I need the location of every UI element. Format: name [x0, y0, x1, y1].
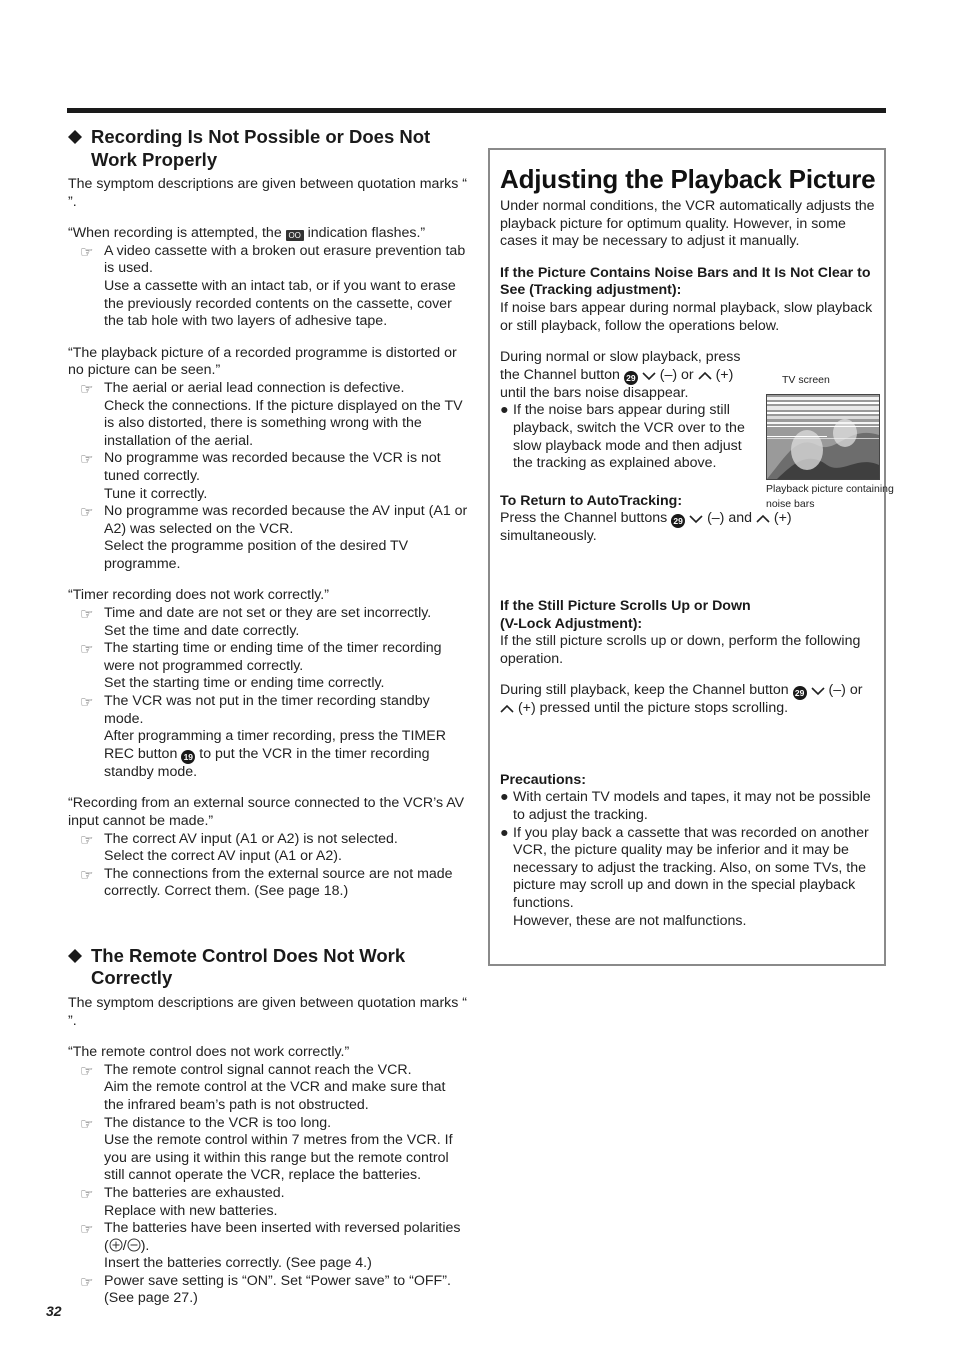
bullet-item: ● If you play back a cassette that was recorded on another VCR, the picture quality may be inferior and it may be necessary to adjust the tracking. Also, on some TVs, the picture may scroll up and down in the special playback functions. However, these are not malfunctions. [500, 824, 869, 929]
playback-adjust-box [488, 148, 894, 966]
vlock-text: If the still picture scrolls up or down, perform the following operation. [500, 633, 861, 667]
pointing-hand-icon: ☞ [80, 243, 94, 261]
cause-item: ☞ The connections from the external source are not made correctly. Correct them. (See page 18.) [80, 865, 453, 900]
cause-item: ☞ The correct AV input (A1 or A2) is not selected. Select the correct AV input (A1 or A2). [80, 830, 398, 865]
cassette-indicator-icon: OO [286, 230, 304, 241]
pointing-hand-icon: ☞ [80, 831, 94, 849]
return-heading: To Return to AutoTracking: [500, 492, 683, 509]
cause-item: ☞ The aerial or aerial lead connection is defective. Check the connections. If the picture displayed on the TV is also distorted, there is something wrong with the installation of the aerial. [80, 379, 463, 449]
cause-item: ☞ The remote control signal cannot reach the VCR. Aim the remote control at the VCR and make sure that the infrared beam’s path is not obstructed. [80, 1061, 446, 1113]
plus-polarity-icon [109, 1238, 123, 1252]
recording-intro: The symptom descriptions are given between quotation marks “ ”. [68, 176, 468, 210]
precautions-heading: Precautions: [500, 771, 586, 788]
chevron-down-icon [811, 686, 825, 696]
cause-item: ☞ Power save setting is “ON”. Set “Power save” to “OFF”. (See page 27.) [80, 1272, 451, 1307]
pointing-hand-icon: ☞ [80, 1062, 94, 1080]
pointing-hand-icon: ☞ [80, 1273, 94, 1291]
remote-intro: The symptom descriptions are given between quotation marks “ ”. [68, 994, 468, 1029]
minus-polarity-icon [127, 1238, 141, 1252]
tracking-procedure [500, 349, 750, 473]
chevron-down-icon [642, 371, 656, 381]
cause-item: ☞ A video cassette with a broken out erasure prevention tab is used. Use a cassette with an intact tab, or if you want to erase the previously recorded contents on the cassette, cover the tab hole with two layers of adhesive tape. [80, 242, 466, 330]
cause-item: ☞ The distance to the VCR is too long. Use the remote control within 7 metres from the VCR. If you are using it within this range but the remote control still cannot operate the VCR, replace the batteries. [80, 1114, 453, 1184]
page-title: Adjusting the Playback Picture [500, 164, 876, 194]
bullet-item: ● With certain TV models and tapes, it may not be possible to adjust the tracking. [500, 789, 871, 824]
tv-screen-caption: Playback picture containing noise bars [766, 483, 894, 510]
noise-bars-picture-icon [767, 395, 879, 479]
page-number: 32 [46, 1303, 62, 1319]
diamond-bullet-icon [68, 949, 82, 963]
cause-item: ☞ No programme was recorded because the AV input (A1 or A2) was selected on the VCR. Select the programme position of the desired TV programme. [80, 503, 468, 572]
chevron-down-icon [689, 514, 703, 524]
cause-item: ☞ Time and date are not set or they are set incorrectly. Set the time and date correctly. [80, 605, 432, 639]
tracking-text: If noise bars appear during normal playback, slow playback or still playback, follow the operations below. [500, 299, 873, 334]
pointing-hand-icon: ☞ [80, 606, 94, 624]
bullet-dot-icon: ● [500, 789, 509, 806]
diamond-bullet-icon [68, 130, 82, 144]
return-text: Press the Channel buttons 29 (–) and (+) simultaneously. [500, 510, 792, 545]
top-rule [67, 108, 886, 113]
bullet-item: ● If the noise bars appear during still playback, switch the VCR over to the slow playback mode and then adjust the tracking as explained above. [500, 402, 745, 472]
pointing-hand-icon: ☞ [80, 694, 94, 712]
pointing-hand-icon: ☞ [80, 1115, 94, 1133]
recording-heading-text: Recording Is Not Possible or Does Not Work Properly [91, 126, 431, 170]
symptom-distorted-picture: “The playback picture of a recorded programme is distorted or no picture can be seen.” [68, 344, 457, 379]
cause-item: ☞ No programme was recorded because the VCR is not tuned correctly. Tune it correctly. [80, 450, 441, 502]
section-heading-remote [68, 945, 468, 990]
bullet-dot-icon: ● [500, 402, 509, 419]
channel-button-number-icon: 29 [793, 686, 807, 700]
tv-screen-label: TV screen [782, 374, 830, 386]
tracking-step: During normal or slow playback, press the Channel button 29 (–) or (+) until the bars noise disappear. [500, 349, 741, 401]
channel-button-number-icon: 29 [624, 371, 638, 385]
cause-item: ☞ The starting time or ending time of the timer recording were not programmed correctly. Set the starting time or ending time correctly. [80, 640, 442, 692]
section-heading-recording [68, 126, 468, 171]
symptom-recording-flashes: “When recording is attempted, the OO indication flashes.” [68, 225, 426, 242]
symptom-timer-recording: “Timer recording does not work correctly.” [68, 587, 329, 604]
pointing-hand-icon: ☞ [80, 1185, 94, 1203]
bullet-dot-icon: ● [500, 824, 509, 841]
symptom-remote: “The remote control does not work correctly.” [68, 1044, 350, 1061]
channel-button-number-icon: 29 [671, 514, 685, 528]
vlock-heading-1: If the Still Picture Scrolls Up or Down [500, 597, 751, 614]
chevron-up-icon [500, 704, 514, 714]
cause-item: ☞ The batteries are exhausted. Replace with new batteries. [80, 1184, 285, 1219]
noise-bars-image [766, 394, 880, 480]
pointing-hand-icon: ☞ [80, 641, 94, 659]
tracking-heading: If the Picture Contains Noise Bars and It Is Not Clear to See (Tracking adjustment): [500, 264, 871, 299]
chevron-up-icon [756, 514, 770, 524]
vlock-heading-2: (V-Lock Adjustment): [500, 615, 643, 632]
pointing-hand-icon: ☞ [80, 866, 94, 884]
pointing-hand-icon: ☞ [80, 1221, 94, 1239]
remote-heading-text: The Remote Control Does Not Work Correctly [91, 944, 406, 989]
timer-rec-button-number-icon: 19 [181, 750, 195, 764]
chevron-up-icon [698, 371, 712, 381]
pointing-hand-icon: ☞ [80, 451, 94, 469]
cause-item: ☞ The batteries have been inserted with reversed polarities ( / ). Insert the batteries correctly. (See page 4.) [80, 1220, 461, 1272]
pointing-hand-icon: ☞ [80, 380, 94, 398]
vlock-step: During still playback, keep the Channel button 29 (–) or (+) pressed until the picture stops scrolling. [500, 682, 863, 717]
left-column [68, 126, 468, 1308]
pointing-hand-icon: ☞ [80, 504, 94, 522]
symptom-external-source: “Recording from an external source connected to the VCR’s AV input cannot be made.” [68, 795, 465, 829]
cause-item: ☞ The VCR was not put in the timer recording standby mode. After programming a timer recording, press the TIMER REC button 19 to put the VCR in the timer recording standby mode. [80, 693, 446, 780]
playback-intro: Under normal conditions, the VCR automatically adjusts the playback picture for optimum quality. However, in some cases it may be necessary to adjust it manually. [500, 198, 875, 250]
